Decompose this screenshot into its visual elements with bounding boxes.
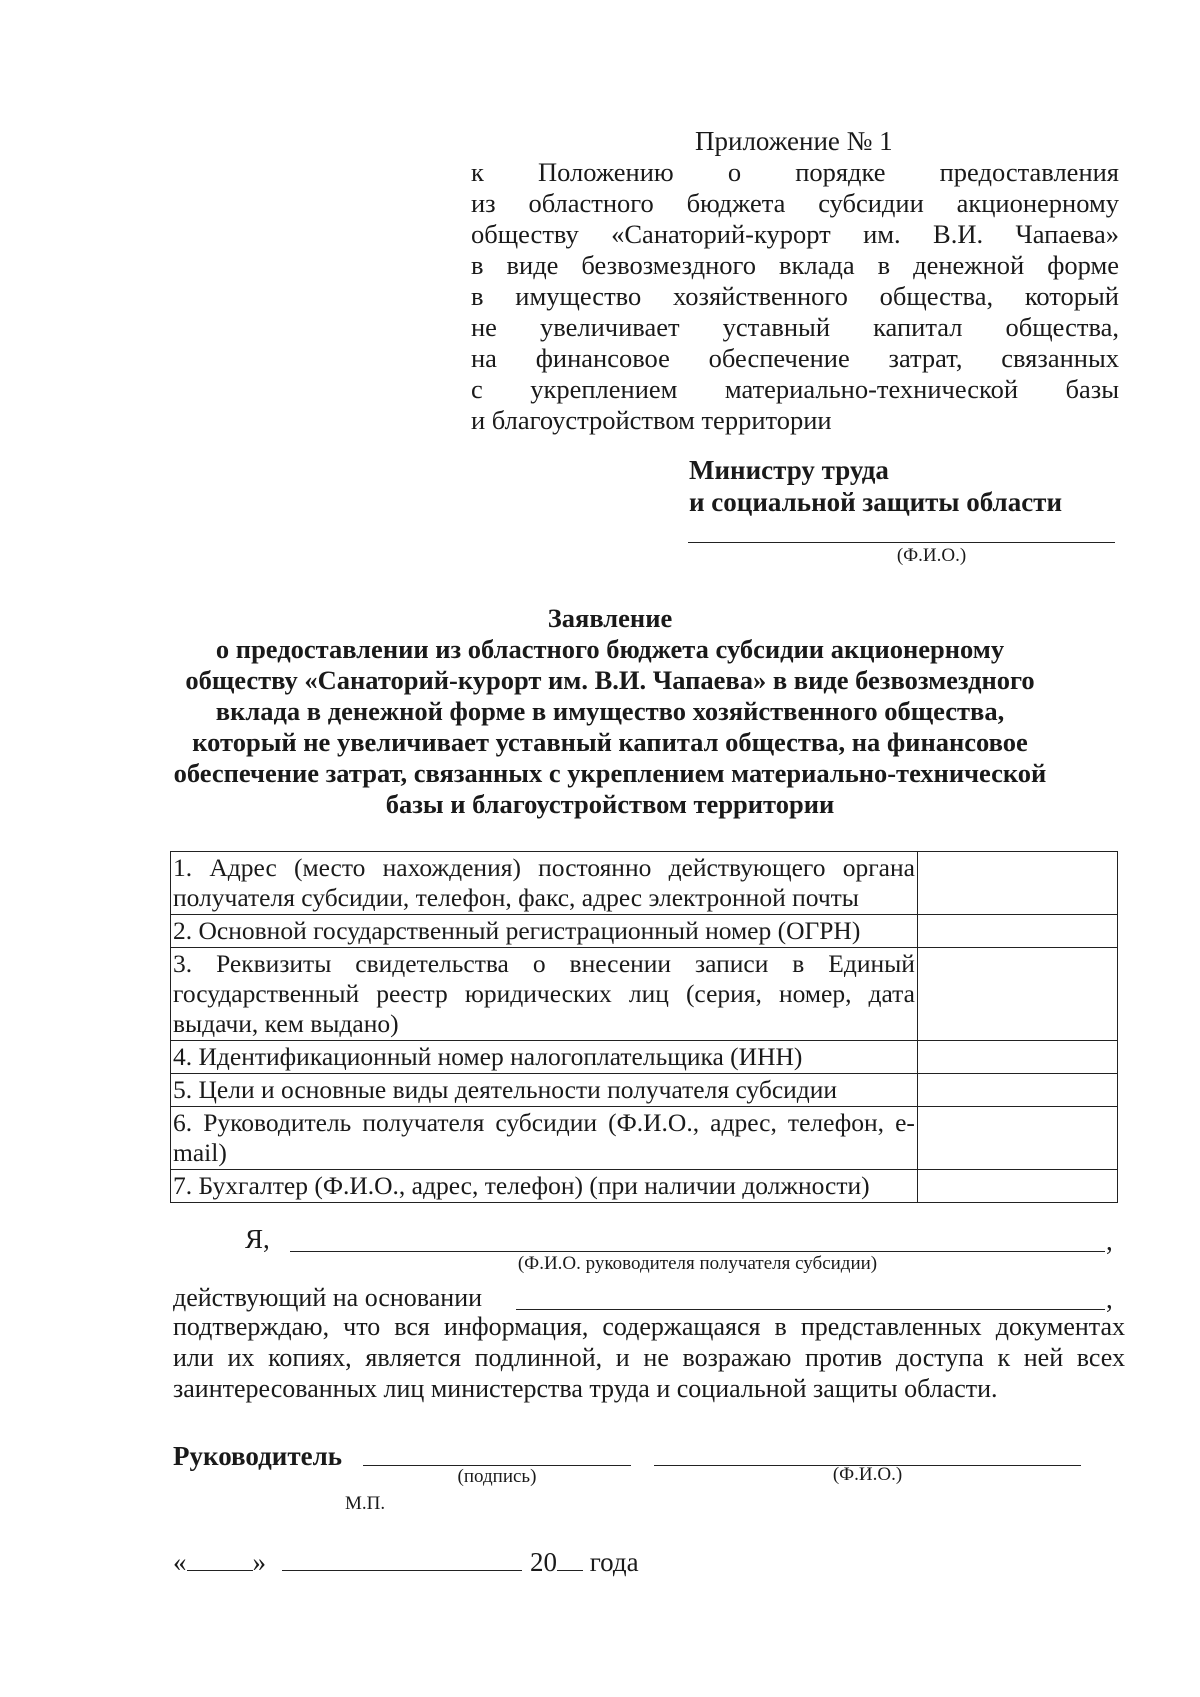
addressee-fio-caption: (Ф.И.О.): [896, 545, 967, 566]
appendix-line: и благоустройством территории: [471, 405, 832, 435]
date-year-prefix: 20: [530, 1547, 557, 1577]
addressee-fio-field[interactable]: [688, 542, 1115, 543]
table-row-label: 5. Цели и основные виды деятельности получателя субсидии: [171, 1074, 918, 1107]
appendix-line: из областного бюджета субсидии акционерному: [471, 188, 1119, 218]
appendix-line: в виде безвозмездного вклада в денежной форме: [471, 250, 1119, 280]
confirmation-text: [173, 1311, 1125, 1404]
appendix-line: на финансовое обеспечение затрат, связанных: [471, 343, 1119, 373]
date-day-field[interactable]: [187, 1548, 253, 1571]
table-row-label: 3. Реквизиты свидетельства о внесении записи в Единый государственный реестр юридических лиц (серия, номер, дата выдачи, кем выдано): [171, 948, 918, 1041]
basis-label: действующий на основании: [173, 1283, 483, 1312]
stamp-placeholder: М.П.: [345, 1493, 386, 1514]
statement-line: обеспечение затрат, связанных с укреплением материально-технической: [173, 758, 1047, 788]
applicant-info-table: [170, 851, 1118, 1203]
statement-line: который не увеличивает уставный капитал общества, на финансовое: [192, 727, 1028, 757]
appendix-line: не увеличивает уставный капитал общества,: [471, 312, 1119, 342]
date-year-field[interactable]: [557, 1548, 583, 1571]
table-row: [171, 915, 1118, 948]
table-row-value[interactable]: [917, 852, 1117, 915]
table-row-label: 7. Бухгалтер (Ф.И.О., адрес, телефон) (при наличии должности): [171, 1170, 918, 1203]
statement-line: обществу «Санаторий-курорт им. В.И. Чапаева» в виде безвозмездного: [185, 665, 1035, 695]
table-row: [171, 1107, 1118, 1170]
appendix-title: Приложение № 1: [695, 126, 893, 156]
declaration-comma: ,: [1106, 1226, 1113, 1256]
appendix-line: обществу «Санаторий-курорт им. В.И. Чапаева»: [471, 219, 1119, 249]
basis-field[interactable]: [516, 1309, 1105, 1310]
addressee: [689, 454, 1062, 518]
table-row-value[interactable]: [917, 915, 1117, 948]
table-row-value[interactable]: [917, 948, 1117, 1041]
appendix-reference: [471, 157, 1119, 436]
signature-caption: (подпись): [457, 1466, 537, 1487]
head-fio-caption: (Ф.И.О. руководителя получателя субсидии): [517, 1253, 878, 1274]
addressee-line-2: и социальной защиты области: [689, 487, 1063, 517]
date-year-suffix: года: [589, 1547, 639, 1577]
table-row-value[interactable]: [917, 1107, 1117, 1170]
appendix-line: к Положению о порядке предоставления: [471, 157, 1119, 187]
statement-title: Заявление: [547, 603, 673, 633]
table-row-value[interactable]: [917, 1170, 1117, 1203]
declaration-ya: Я,: [245, 1224, 270, 1254]
head-fio-field[interactable]: [290, 1251, 1105, 1252]
date-close-quote: »: [252, 1547, 266, 1577]
table-row: [171, 1170, 1118, 1203]
head-signature-label: Руководитель: [173, 1441, 343, 1471]
table-row-label: 4. Идентификационный номер налогоплательщика (ИНН): [171, 1041, 918, 1074]
appendix-line: с укреплением материально-технической базы: [471, 374, 1119, 404]
table-row: [171, 852, 1118, 915]
table-row-label: 6. Руководитель получателя субсидии (Ф.И.О., адрес, телефон, e-mail): [171, 1107, 918, 1170]
statement-line: базы и благоустройством территории: [385, 789, 835, 819]
table-row-value[interactable]: [917, 1074, 1117, 1107]
table-row-label: 1. Адрес (место нахождения) постоянно действующего органа получателя субсидии, телефон, факс, адрес электронной почты: [171, 852, 918, 915]
statement-heading: [140, 603, 1080, 820]
addressee-line-1: Министру труда: [689, 455, 889, 485]
table-row: [171, 1074, 1118, 1107]
date-row: [173, 1547, 639, 1578]
declaration-comma: ,: [1106, 1284, 1113, 1314]
date-month-field[interactable]: [282, 1548, 522, 1571]
confirmation-line: заинтересованных лиц министерства труда и социальной защиты области.: [173, 1374, 998, 1403]
table-row-value[interactable]: [917, 1041, 1117, 1074]
date-open-quote: «: [173, 1547, 187, 1577]
confirmation-line: подтверждаю, что вся информация, содержащаяся в представленных документах: [173, 1312, 1125, 1341]
statement-line: вклада в денежной форме в имущество хозяйственного общества,: [215, 696, 1005, 726]
signer-fio-caption: (Ф.И.О.): [832, 1464, 903, 1485]
table-row: [171, 948, 1118, 1041]
table-row: [171, 1041, 1118, 1074]
table-row-label: 2. Основной государственный регистрационный номер (ОГРН): [171, 915, 918, 948]
statement-line: о предоставлении из областного бюджета субсидии акционерному: [215, 634, 1005, 664]
confirmation-line: или их копиях, является подлинной, и не возражаю против доступа к ней всех: [173, 1343, 1125, 1372]
appendix-line: в имущество хозяйственного общества, который: [471, 281, 1119, 311]
